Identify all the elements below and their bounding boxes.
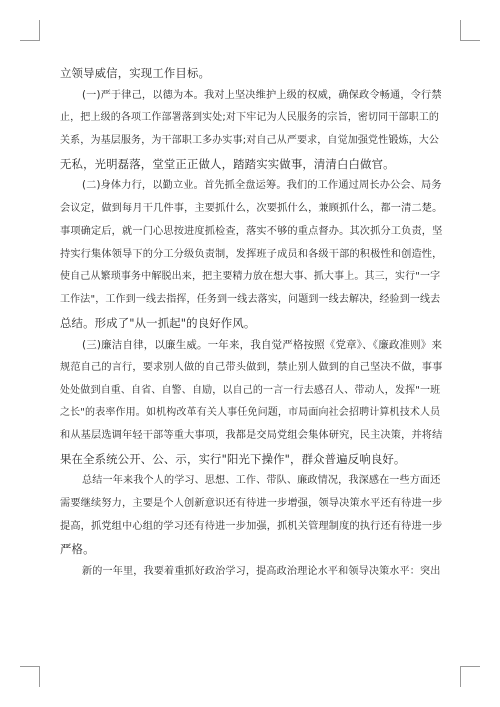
crop-mark-bottom-left-vertical [39,666,40,687]
text-line: 处处做到自重、自省、自警、自励，以自己的一言一行去感召人、带动人，发挥"一班 [60,384,441,396]
crop-mark-top-left-horizontal [20,40,40,41]
document-body [60,62,442,584]
text-line: 工作法"，工作到一线去指挥，任务到一线去落实，问题到一线去解决，经验到一线去 [60,293,441,305]
crop-mark-bottom-right-vertical [460,666,461,687]
text-line: 无私，光明磊落，堂堂正正做人，踏踏实实做事，清清白白做官。 [60,156,395,171]
paragraph-first-line: 新的一年里，我要着重抓好政治学习，提高政治理论水平和领导决策水平：突出 [82,566,441,578]
text-line: 总结。形成了"从一抓起"的良好作风。 [60,315,256,330]
paragraph-first-line: 总结一年来我个人的学习、思想、工作、带队、廉政情况，我深感在一些方面还 [82,475,441,487]
text-line: 严格。 [60,542,95,557]
text-line: 之长"的表率作用。如机构改革有关人事任免问题，市局面向社会招聘计算机技术人员 [60,407,441,419]
text-line: 和从基层选调年轻干部等重大事项，我都是交局党组会集体研究，民主决策，并将结 [60,430,443,441]
text-line: 持实行集体领导下的分工分级负责制，发挥班子成员和各级干部的积极性和创造性， [60,248,443,260]
text-line: 需要继续努力，主要是个人创新意识还有待进一步增强，领导决策水平还有待进一步 [60,498,443,510]
text-line: 会议定，做到每月干几件事，主要抓什么，次要抓什么，兼顾抓什么，都一清二楚。 [60,203,443,215]
text-line: 事项确定后，就一门心思按进度抓检查，落实不够的重点督办。其次抓分工负责，坚 [60,225,443,237]
text-line: 提高，抓党组中心组的学习还有待进一步加强，抓机关管理制度的执行还有待进一步 [60,520,443,532]
crop-mark-bottom-left-horizontal [20,666,40,667]
text-line: 立领导威信，实现工作目标。 [60,66,211,80]
text-line: 规范自己的言行，要求别人做的自己带头做到，禁止别人做到的自己坚决不做，事事 [60,361,443,373]
text-line: 果在全系统公开、公、示，实行"阳光下操作"，群众普遍反响良好。 [60,451,406,466]
text-line: 使自己从繁琐事务中解脱出来，把主要精力放在想大事、抓大事上。其三，实行"一字 [60,271,441,283]
crop-mark-top-right-horizontal [460,40,480,41]
crop-mark-bottom-right-horizontal [460,666,480,667]
crop-mark-top-right-vertical [460,20,461,41]
text-line: 止，把上级的各项工作部署落到实处;对下牢记为人民服务的宗旨，密切同干部职工的 [60,112,440,124]
paragraph-first-line: (一)严于律己，以德为本。我对上坚决维护上级的权威，确保政令畅通，令行禁 [82,89,442,101]
paragraph-first-line: (二)身体力行，以勤立业。首先抓全盘运筹。我们的工作通过周长办公会、局务 [82,180,442,192]
paragraph-first-line: (三)廉洁自律，以廉生威。一年来，我自觉严格按照《党章》、《廉政准则》来 [82,339,443,352]
crop-mark-top-left-vertical [39,20,40,41]
text-line: 关系，为基层服务，为干部职工多办实事;对自己从严要求，自觉加强党性锻炼，大公 [60,135,440,147]
